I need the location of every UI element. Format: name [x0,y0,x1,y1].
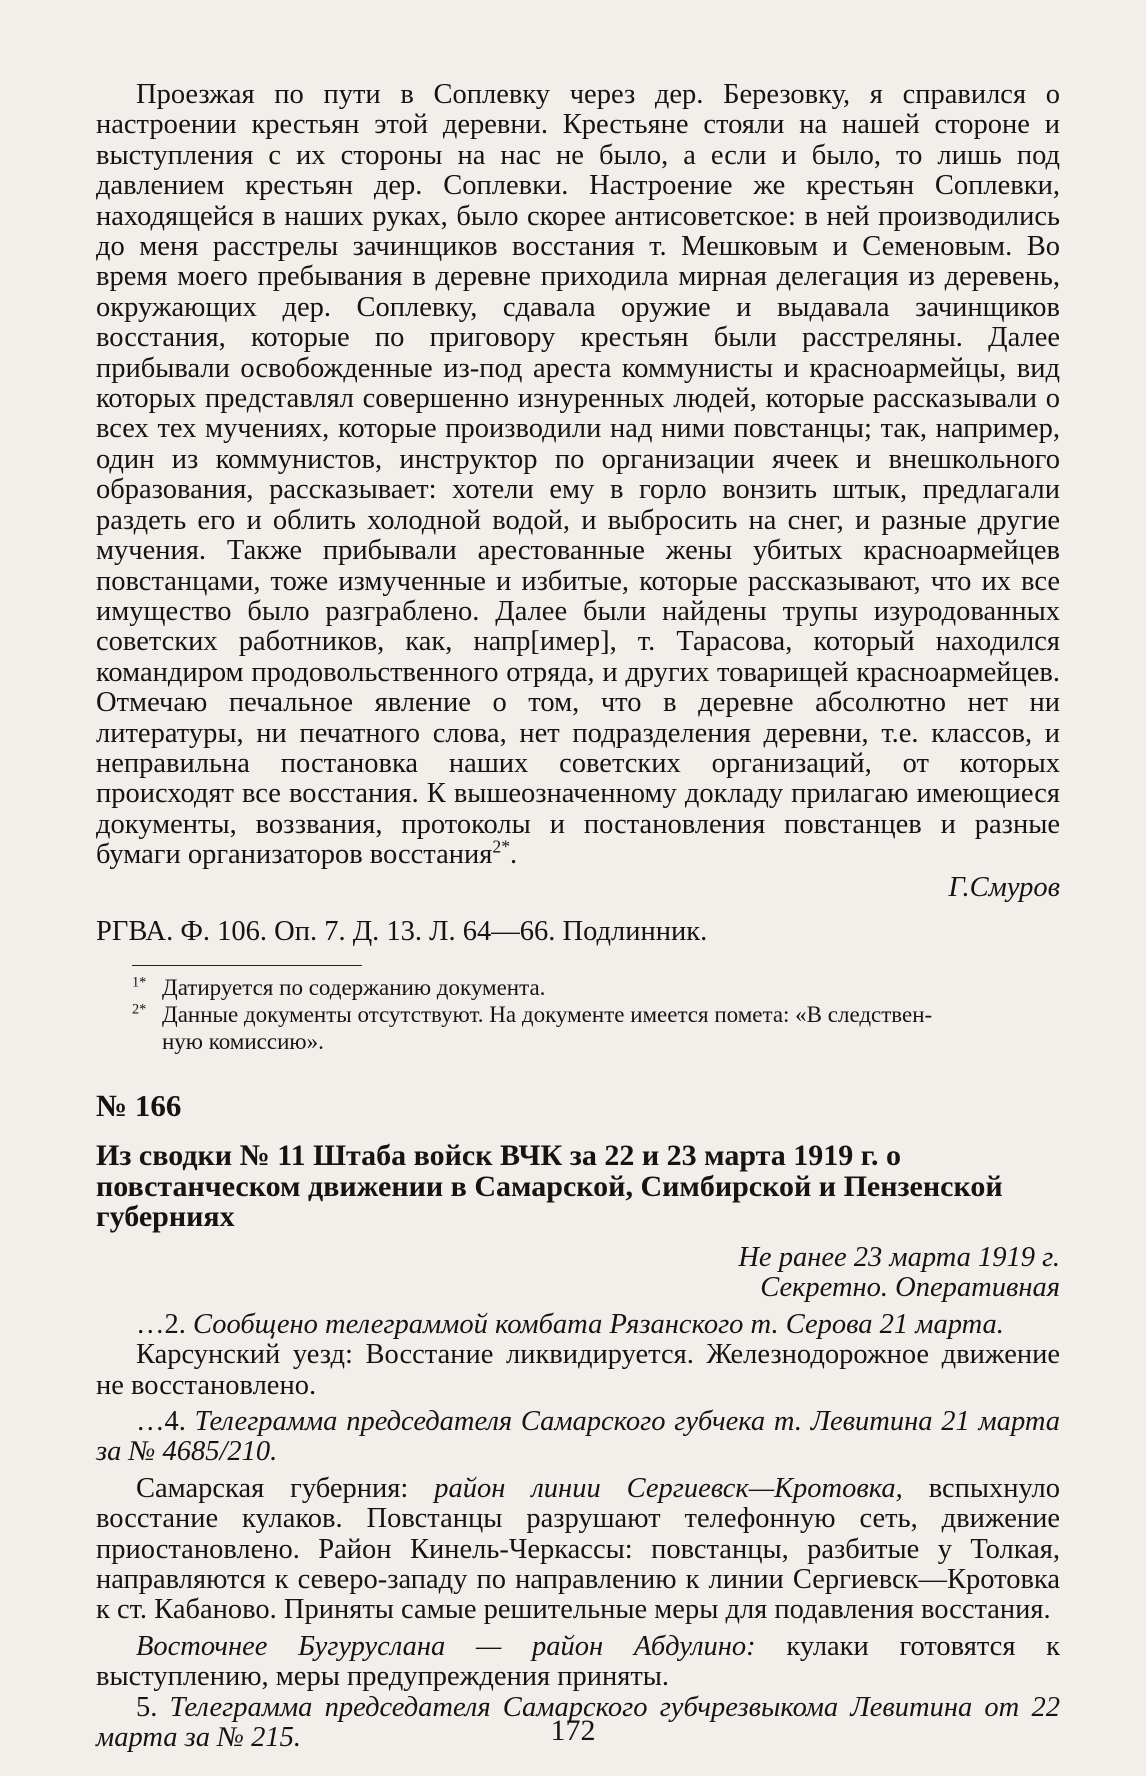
footnote-1 [96,974,1060,1001]
item-2-header [96,1310,1060,1340]
footnote-divider [132,965,362,966]
item-4-p1-italic: район линии Сергиевск—Кротовка, [434,1472,903,1504]
report-paragraph-text: Проезжая по пути в Соплевку через дер. Березовку, я справился о настроении крестьян этой деревни. Крестьяне стояли на нашей стороне и выступления с их стороны на нас не было, а если и было, то лишь под давлением крестьян дер. Соплевки. Настроение же крестьян Соплевки, находящейся в наших руках, было скорее антисоветское: в ней производились до меня расстрелы зачинщиков восстания т. Мешковым и Семеновым. Во время моего пребывания в деревне приходила мирная делегация из деревень, окружающих дер. Соплевку, сдавала оружие и выдавала зачинщиков восстания, которые по приговору крестьян были расстреляны. Далее прибывали освобожденные из-под ареста коммунисты и красноармейцы, вид которых представлял совершенно изнуренных людей, которые рассказывали о всех тех мучениях, которые производили над ними повстанцы; так, например, один из коммунистов, инструктор по организации ячеек и внешкольного образования, рассказывает: хотели ему в горло вонзить штык, предлагали раздеть его и облить холодной водой, и выбросить на снег, и разные другие мучения. Также прибывали арестованные жены убитых красноармейцев повстанцами, тоже измученные и избитые, которые рассказывают, что их все имущество было разграблено. Далее были найдены трупы изуродованных советских работников, как, напр[имер], т. Тарасова, который находился командиром продовольственного отряда, и других товарищей красноармейцев. Отмечаю печальное явление о том, что в деревне абсолютно нет ни литературы, ни печатного слова, нет подразделения деревни, т.е. классов, и неправильна постановка наших советских организаций, от которых происходят все восстания. К вышеозначенному докладу прилагаю имеющиеся документы, воззвания, протоколы и постановления повстанцев и разные бумаги организаторов восстания [96,79,1060,871]
page-content [96,80,1060,1753]
item-4-header [96,1407,1060,1468]
item-4-paragraph-2 [96,1632,1060,1693]
document-number: № 166 [96,1088,182,1124]
footnote-ref: 2* [492,836,511,857]
signature: Г.Смуров [948,871,1060,903]
footnote-2-text-line1: Данные документы отсутствуют. На документе имеется помета: «В следствен- [162,1002,933,1028]
footnote-2-continued [96,1028,1060,1055]
item-4-p1-rest: вспыхнуло восстание кулаков. Повстанцы разрушают телефонную сеть, движение приостановлено. Район Кинель-Черкассы: повстанцы, разбитые у Толкая, направляются к северо-западу по направлению к линии Сергиевск—Кротовка к ст. Кабаново. Приняты самые решительные меры для подавления восстания. [96,1472,1061,1626]
footnote-1-mark: 1* [132,974,147,991]
item-2-text: Карсунский уезд: Восстание ликвидируется. Железнодорожное движение не восстановлено. [96,1339,1060,1401]
report-paragraph [96,80,1060,871]
document-date: Не ранее 23 марта 1919 г. [738,1241,1060,1273]
item-4-prefix: …4. [136,1405,186,1437]
item-5-title: Телеграмма председателя Самарского губчрезвыкома Левитина от 22 марта за № 215. [96,1691,1060,1753]
item-2-title: Сообщено телеграммой комбата Рязанского т. Серова 21 марта. [193,1308,1004,1340]
secrecy-label: Секретно. Оперативная [760,1272,1060,1304]
item-4-title: Телеграмма председателя Самарского губчека т. Левитина 21 марта за № 4685/210. [96,1405,1060,1468]
item-4-paragraph-1 [96,1474,1060,1626]
item-5-prefix: 5. [136,1691,158,1723]
report-paragraph-end: . [510,839,518,871]
footnote-1-text: Датируется по содержанию документа. [162,975,546,1001]
footnote-2-mark: 2* [132,1001,147,1018]
item-4-p2-rest: кулаки готовятся к выступлению, меры предупреждения приняты. [96,1630,1060,1693]
item-4-p2-italic: Восточнее Бугуруслана — район Абдулино: [136,1630,756,1662]
item-2-prefix: …2. [136,1308,186,1340]
page-number: 172 [550,1714,596,1747]
item-4-p1-start: Самарская губерния: [136,1472,409,1504]
footnote-2-text-line2: ную комиссию». [162,1029,324,1055]
footnote-2 [96,1001,1060,1028]
document-title: Из сводки № 11 Штаба войск ВЧК за 22 и 23 марта 1919 г. о повстанческом движении в Самарской, Симбирской и Пензенской губерниях [96,1139,1003,1234]
archive-reference: РГВА. Ф. 106. Оп. 7. Д. 13. Л. 64—66. Подлинник. [96,915,708,947]
